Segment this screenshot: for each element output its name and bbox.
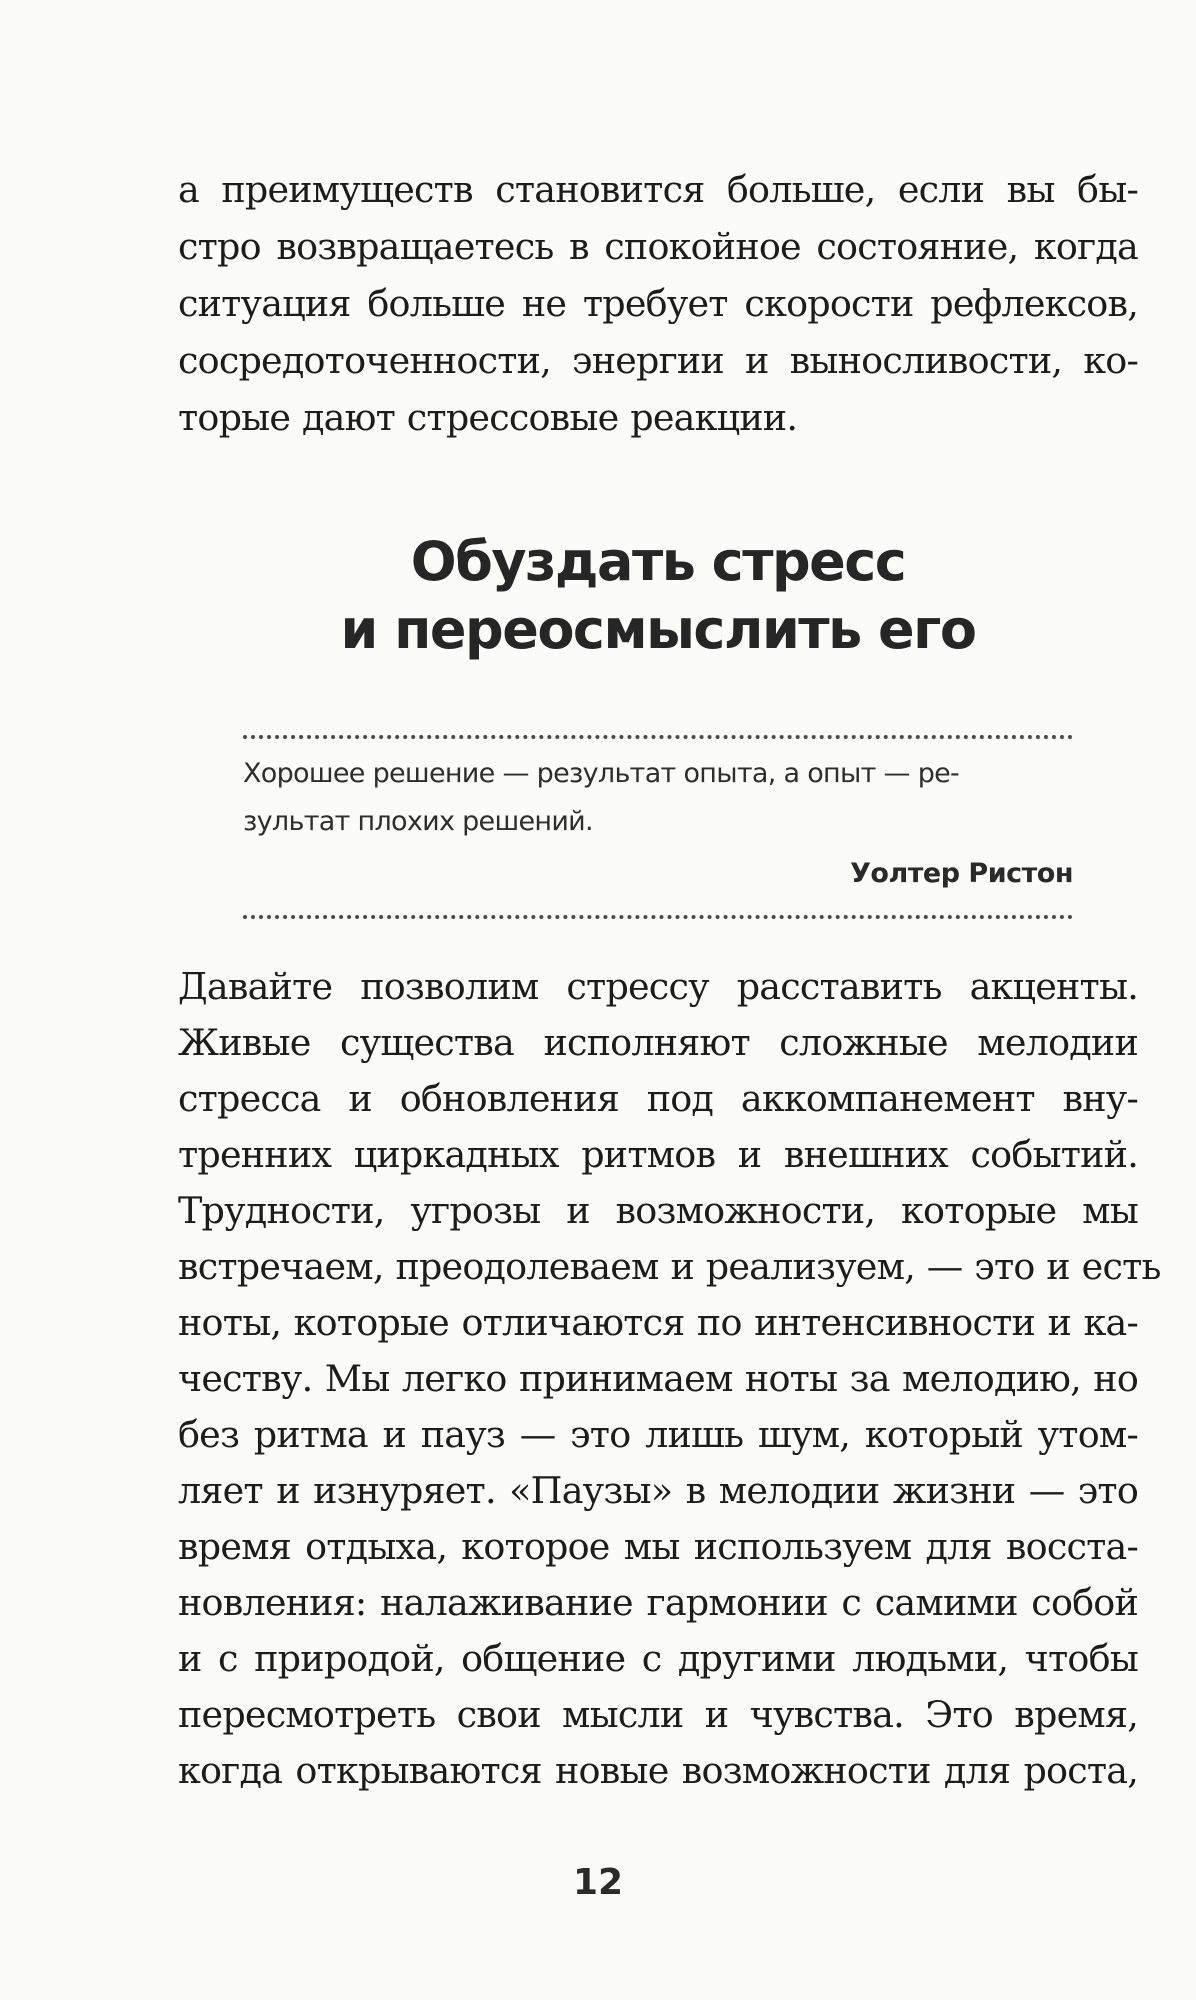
text-line: а преимуществ становится больше, если вы бы- <box>178 168 1138 211</box>
epigraph-line: зультат плохих решений. <box>243 806 593 837</box>
text-line: сосредоточенности, энергии и выносливости, ко- <box>178 339 1138 382</box>
text-line: стресса и обновления под аккомпанемент вну- <box>178 1077 1138 1120</box>
text-line: новления: налаживание гармонии с самими собой <box>178 1581 1138 1624</box>
text-line: время отдыха, которое мы используем для восста- <box>178 1525 1138 1568</box>
text-line: ситуация больше не требует скорости рефлексов, <box>178 282 1138 325</box>
text-line: пересмотреть свои мысли и чувства. Это время, <box>178 1693 1138 1736</box>
text-line: ляет и изнуряет. «Паузы» в мелодии жизни — это <box>178 1469 1138 1512</box>
text-line: честву. Мы легко принимаем ноты за мелодию, но <box>178 1357 1138 1400</box>
text-line: тренних циркадных ритмов и внешних событий. <box>178 1133 1138 1176</box>
text-line: торые дают стрессовые реакции. <box>178 396 798 439</box>
text-line: Трудности, угрозы и возможности, которые мы <box>178 1189 1138 1232</box>
text-line: ноты, которые отличаются по интенсивности и ка- <box>178 1301 1138 1344</box>
text-line: когда открываются новые возможности для роста, <box>178 1749 1138 1792</box>
epigraph-author: Уолтер Ристон <box>850 858 1073 889</box>
section-heading-line-2: и переосмыслить его <box>340 598 976 661</box>
text-line: стро возвращаетесь в спокойное состояние, когда <box>178 225 1138 268</box>
section-heading-line-1: Обуздать стресс <box>410 530 906 593</box>
page-number: 12 <box>572 1862 624 1903</box>
epigraph-top-rule <box>243 735 1073 739</box>
text-line: Давайте позволим стрессу расставить акценты. <box>178 965 1138 1008</box>
text-line: и с природой, общение с другими людьми, чтобы <box>178 1637 1138 1680</box>
epigraph-line: Хорошее решение — результат опыта, а опыт — ре- <box>243 758 960 789</box>
text-line: Живые существа исполняют сложные мелодии <box>178 1021 1138 1064</box>
text-line: встречаем, преодолеваем и реализуем, — это и есть <box>178 1245 1161 1288</box>
epigraph-bottom-rule <box>243 915 1073 919</box>
text-line: без ритма и пауз — это лишь шум, который утом- <box>178 1413 1138 1456</box>
